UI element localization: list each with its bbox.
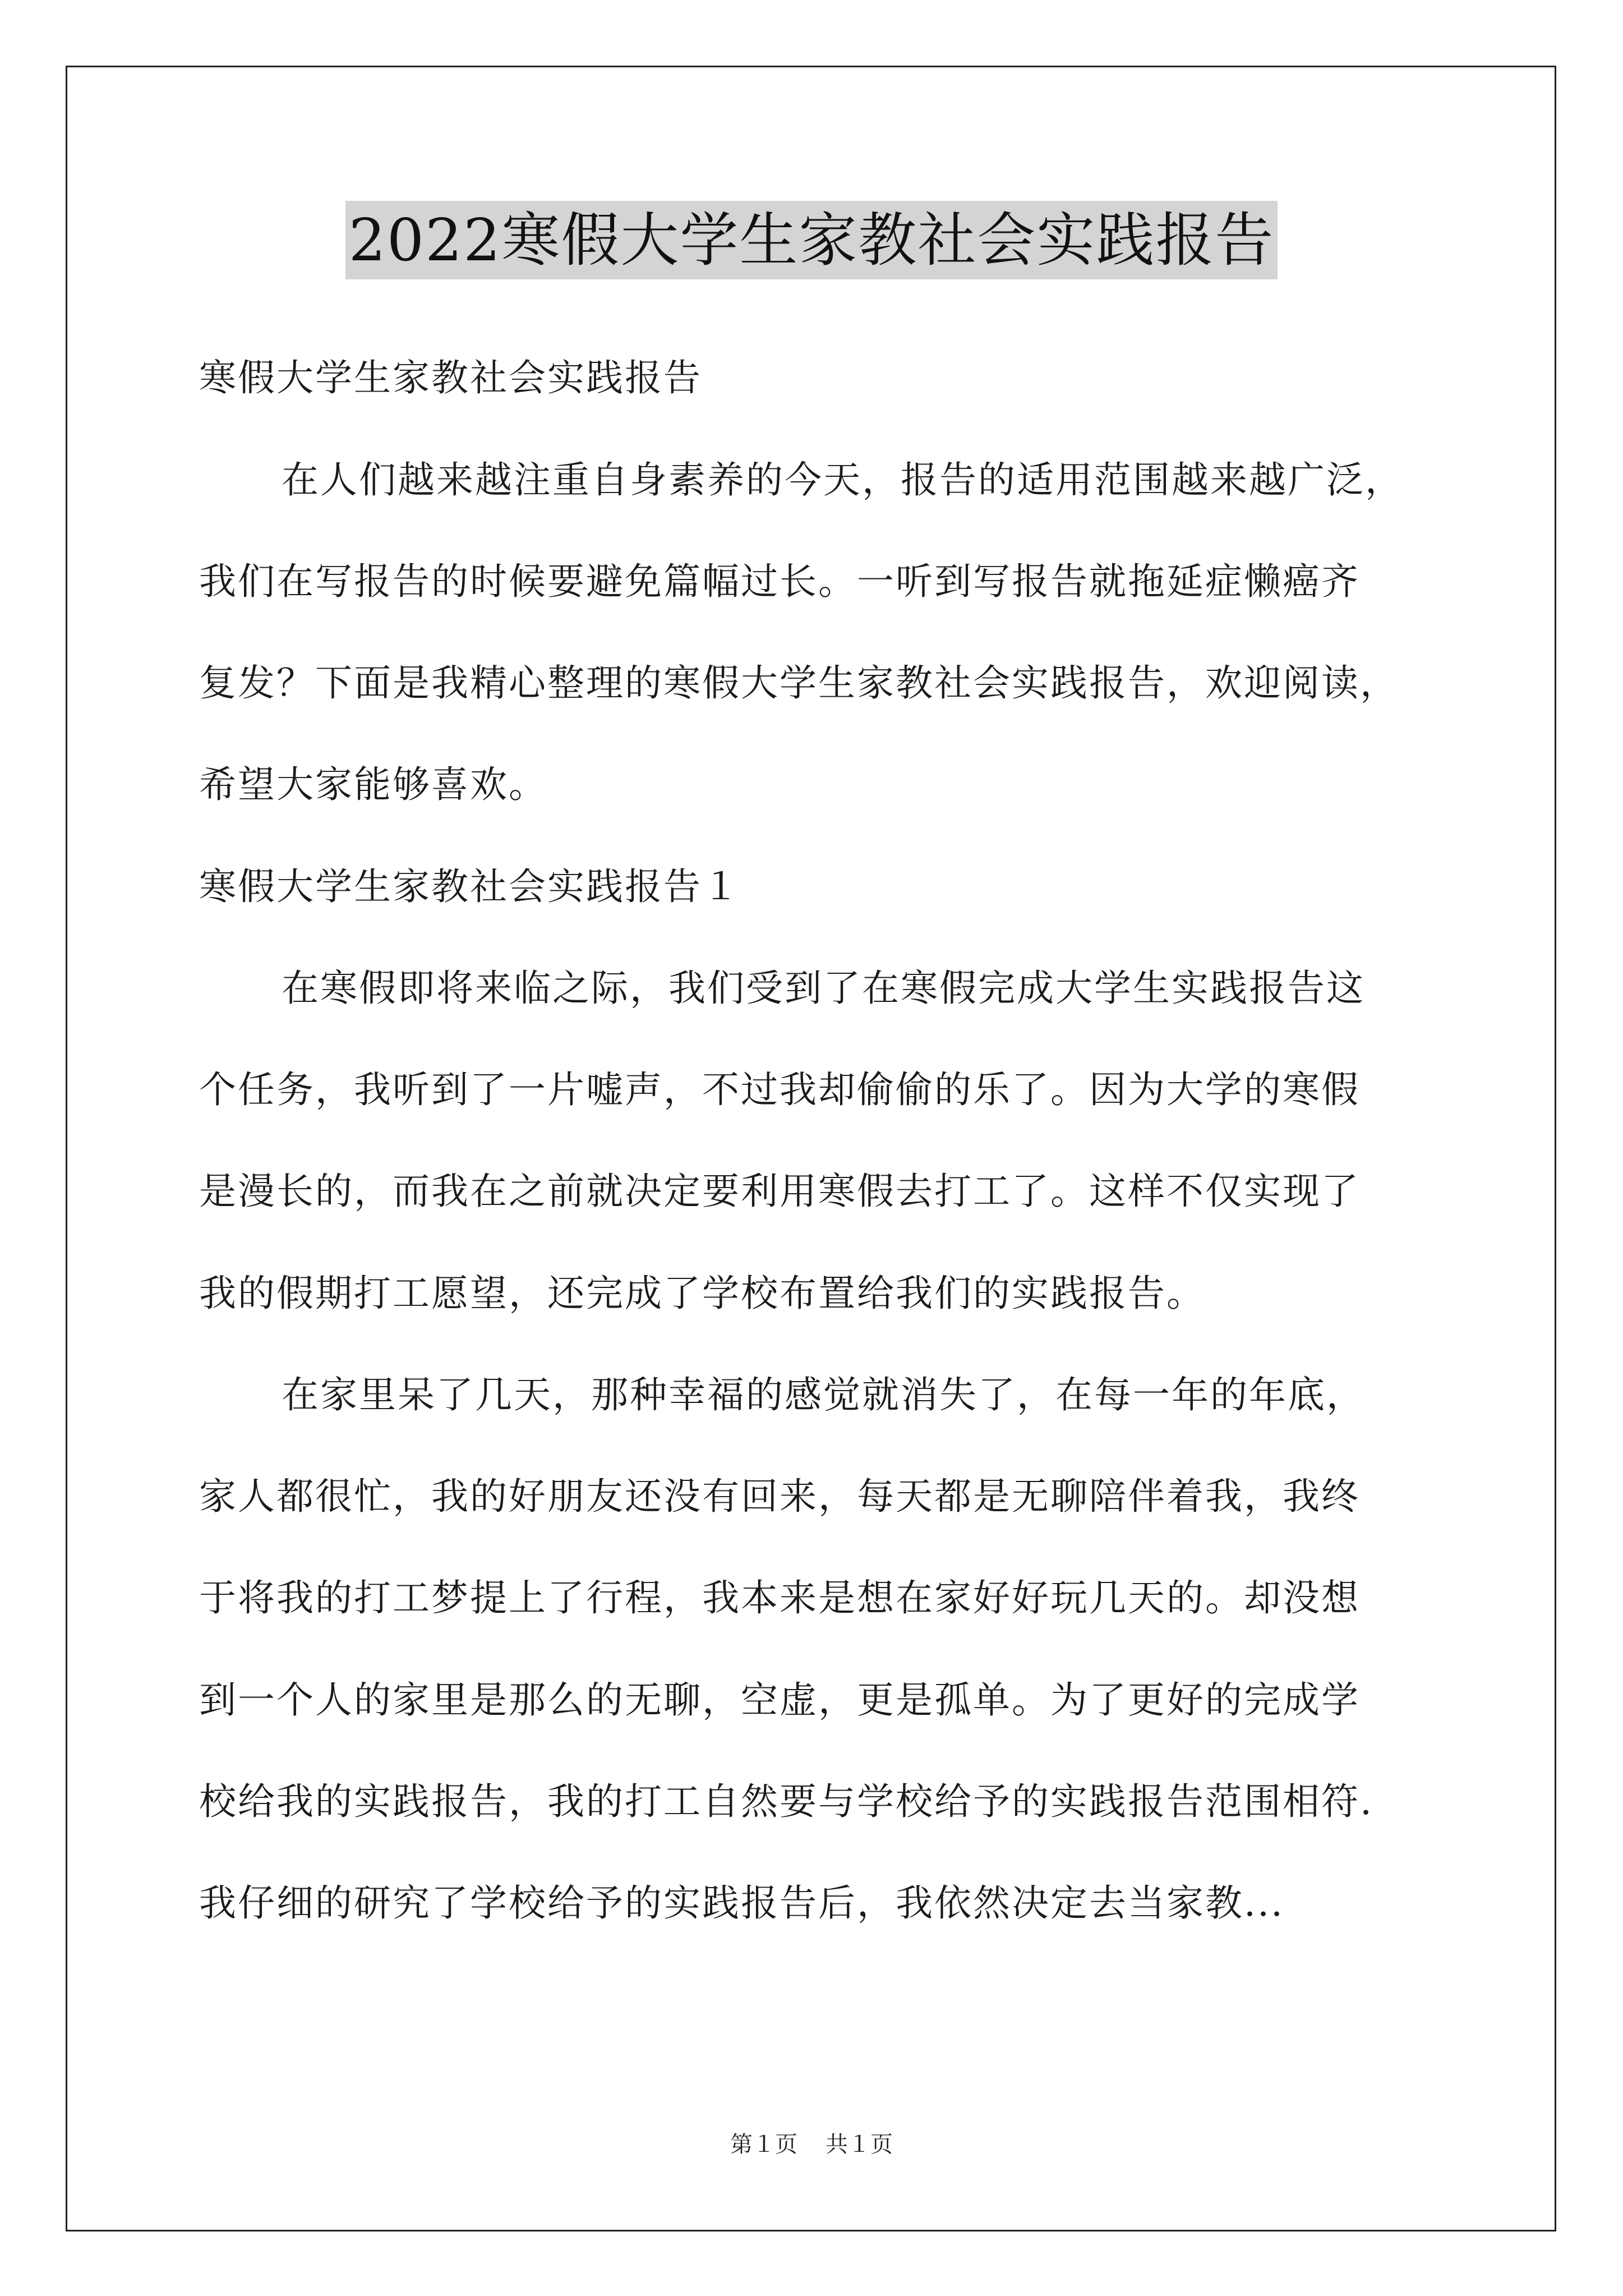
paragraph-line: 个任务，我听到了一片嘘声，不过我却偷偷的乐了。因为大学的寒假 — [199, 1068, 1360, 1111]
intro-line: 复发？下面是我精心整理的寒假大学生家教社会实践报告，欢迎阅读， — [199, 661, 1399, 705]
document-heading: 寒假大学生家教社会实践报告 — [199, 356, 702, 399]
section-heading: 寒假大学生家教社会实践报告１ — [199, 865, 741, 908]
paragraph-line: 我的假期打工愿望，还完成了学校布置给我们的实践报告。 — [199, 1272, 1205, 1315]
page-total: 共１页 — [826, 2132, 893, 2157]
paragraph-line: 家人都很忙，我的好朋友还没有回来，每天都是无聊陪伴着我，我终 — [199, 1475, 1360, 1518]
document-title: 2022寒假大学生家教社会实践报告 — [345, 201, 1278, 279]
paragraph-line: 我仔细的研究了学校给予的实践报告后，我依然决定去当家教... — [199, 1881, 1284, 1925]
paragraph-line: 到一个人的家里是那么的无聊，空虚，更是孤单。为了更好的完成学 — [199, 1678, 1360, 1722]
paragraph-line: 在寒假即将来临之际，我们受到了在寒假完成大学生实践报告这 — [282, 967, 1365, 1010]
intro-line: 在人们越来越注重自身素养的今天，报告的适用范围越来越广泛， — [282, 458, 1404, 501]
paragraph-line: 在家里呆了几天，那种幸福的感觉就消失了，在每一年的年底， — [282, 1373, 1365, 1416]
page-footer — [0, 2131, 1623, 2159]
paragraph-line: 是漫长的，而我在之前就决定要利用寒假去打工了。这样不仅实现了 — [199, 1170, 1360, 1213]
title-area — [0, 201, 1623, 279]
intro-line: 希望大家能够喜欢。 — [199, 763, 547, 806]
intro-line: 我们在写报告的时候要避免篇幅过长。一听到写报告就拖延症懒癌齐 — [199, 560, 1360, 603]
paragraph-line: 于将我的打工梦提上了行程，我本来是想在家好好玩几天的。却没想 — [199, 1576, 1360, 1619]
paragraph-line: 校给我的实践报告，我的打工自然要与学校给予的实践报告范围相符. — [199, 1780, 1373, 1823]
page-number: 第１页 — [730, 2132, 797, 2157]
